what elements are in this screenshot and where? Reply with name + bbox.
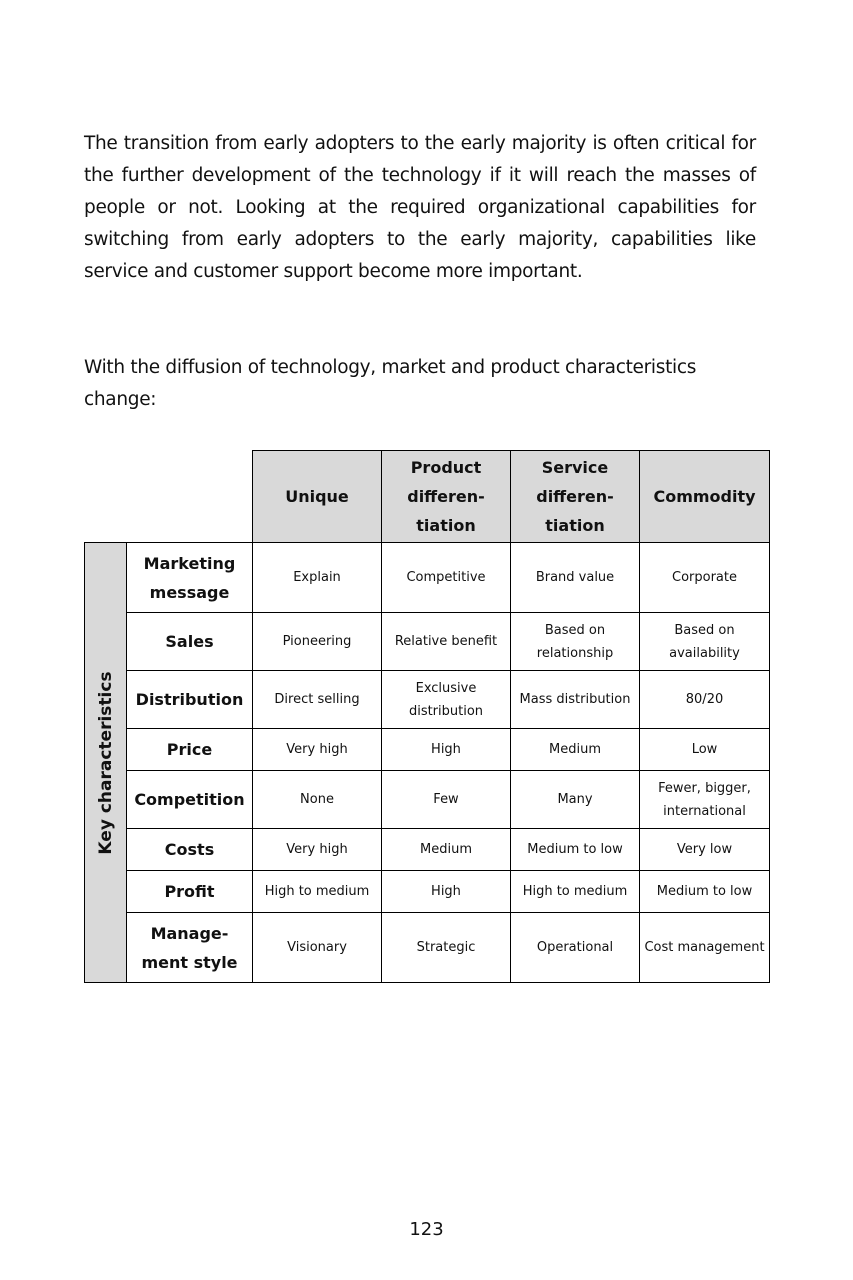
table-cell: Cost management xyxy=(640,913,770,983)
row-header: Competition xyxy=(127,771,253,829)
table-cell: Very low xyxy=(640,829,770,871)
table-row xyxy=(85,613,770,671)
table-cell: Medium to low xyxy=(640,871,770,913)
table-cell: Explain xyxy=(253,543,382,613)
side-label-cell xyxy=(85,543,127,983)
column-header: Service differen-tiation xyxy=(511,451,640,543)
table-header-row xyxy=(85,451,770,543)
table-row xyxy=(85,829,770,871)
table-cell: High to medium xyxy=(253,871,382,913)
row-header: Distribution xyxy=(127,671,253,729)
table-cell: Very high xyxy=(253,829,382,871)
table-corner xyxy=(85,451,253,543)
body-paragraph: The transition from early adopters to the early majority is often critical for the further development of the technology if it will reach the masses of people or not. Looking at the required organizational capabilities for switching from early adopters to the early majority, capabilities like service and customer support become more important. xyxy=(84,133,756,282)
row-header: Costs xyxy=(127,829,253,871)
table-cell: Competitive xyxy=(382,543,511,613)
table-cell: High xyxy=(382,729,511,771)
table-row xyxy=(85,671,770,729)
table-cell: Fewer, bigger, international xyxy=(640,771,770,829)
table-cell: None xyxy=(253,771,382,829)
table-cell: Strategic xyxy=(382,913,511,983)
table-cell: Direct selling xyxy=(253,671,382,729)
column-header: Commodity xyxy=(640,451,770,543)
table-row xyxy=(85,771,770,829)
table-cell: Visionary xyxy=(253,913,382,983)
column-header: Product differen-tiation xyxy=(382,451,511,543)
table-cell: High xyxy=(382,871,511,913)
row-header: Profit xyxy=(127,871,253,913)
table-row xyxy=(85,871,770,913)
row-header: Price xyxy=(127,729,253,771)
table-cell: Based on availability xyxy=(640,613,770,671)
table-cell: Corporate xyxy=(640,543,770,613)
column-header: Unique xyxy=(253,451,382,543)
row-header: Marketing message xyxy=(127,543,253,613)
table-cell: Many xyxy=(511,771,640,829)
table-cell: High to medium xyxy=(511,871,640,913)
table-cell: Operational xyxy=(511,913,640,983)
table-intro-paragraph: With the diffusion of technology, market and product characteristics change: xyxy=(84,357,697,410)
table-cell: Medium to low xyxy=(511,829,640,871)
table-cell: Pioneering xyxy=(253,613,382,671)
side-label: Key characteristics xyxy=(95,670,116,855)
market-characteristics-table xyxy=(84,450,770,983)
table-cell: Few xyxy=(382,771,511,829)
table-cell: Exclusive distribution xyxy=(382,671,511,729)
row-header: Manage-ment style xyxy=(127,913,253,983)
table-row xyxy=(85,543,770,613)
table-row xyxy=(85,913,770,983)
table-cell: Mass distribution xyxy=(511,671,640,729)
table-cell: Very high xyxy=(253,729,382,771)
table-cell: Brand value xyxy=(511,543,640,613)
table-cell: Relative benefit xyxy=(382,613,511,671)
page-number: 123 xyxy=(409,1219,444,1240)
table-cell: 80/20 xyxy=(640,671,770,729)
row-header: Sales xyxy=(127,613,253,671)
table-cell: Based on relationship xyxy=(511,613,640,671)
table-row xyxy=(85,729,770,771)
table-cell: Medium xyxy=(511,729,640,771)
table-cell: Medium xyxy=(382,829,511,871)
table-cell: Low xyxy=(640,729,770,771)
